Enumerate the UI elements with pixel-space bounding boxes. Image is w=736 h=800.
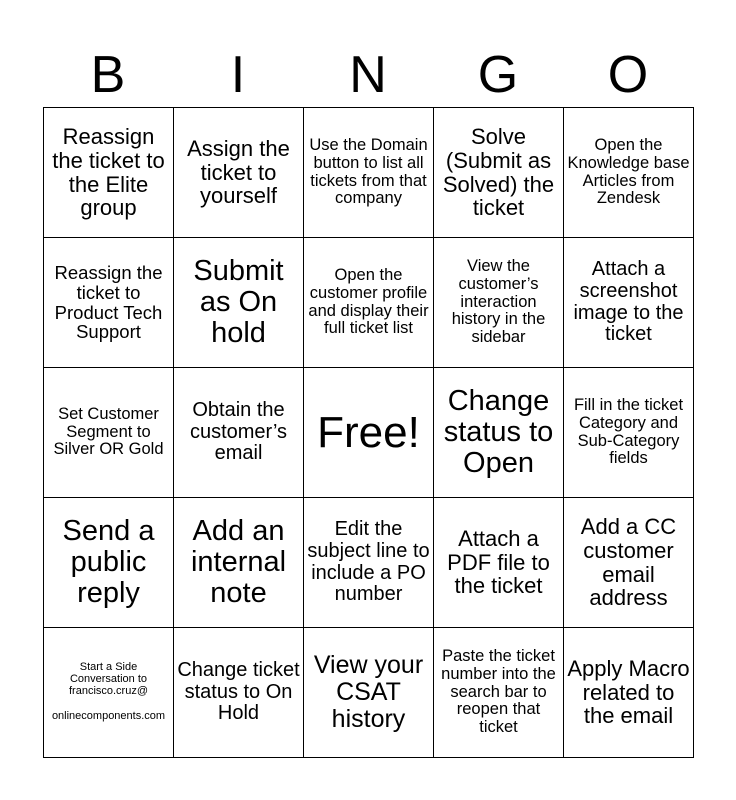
bingo-row	[44, 238, 694, 368]
bingo-cell[interactable]: Edit the subject line to include a PO number	[304, 498, 434, 628]
bingo-cell[interactable]: Open the Knowledge base Articles from Zendesk	[564, 108, 694, 238]
bingo-cell[interactable]: Add an internal note	[174, 498, 304, 628]
bingo-cell[interactable]: View your CSAT history	[304, 628, 434, 758]
bingo-header	[43, 44, 693, 106]
bingo-cell[interactable]: Paste the ticket number into the search bar to reopen that ticket	[434, 628, 564, 758]
bingo-cell[interactable]: Reassign the ticket to the Elite group	[44, 108, 174, 238]
bingo-cell[interactable]: Assign the ticket to yourself	[174, 108, 304, 238]
bingo-cell[interactable]: Change status to Open	[434, 368, 564, 498]
bingo-cell[interactable]: Open the customer profile and display their full ticket list	[304, 238, 434, 368]
bingo-cell[interactable]: Attach a PDF file to the ticket	[434, 498, 564, 628]
header-letter-n: N	[349, 46, 387, 104]
bingo-cell[interactable]: Apply Macro related to the email	[564, 628, 694, 758]
free-space-cell[interactable]: Free!	[304, 368, 434, 498]
bingo-cell[interactable]: Solve (Submit as Solved) the ticket	[434, 108, 564, 238]
bingo-row	[44, 498, 694, 628]
bingo-cell[interactable]: Use the Domain button to list all tickets from that company	[304, 108, 434, 238]
bingo-cell[interactable]: Add a CC customer email address	[564, 498, 694, 628]
bingo-cell[interactable]: Send a public reply	[44, 498, 174, 628]
bingo-card	[43, 107, 694, 758]
bingo-cell[interactable]: Reassign the ticket to Product Tech Support	[44, 238, 174, 368]
header-letter-b: B	[90, 46, 126, 104]
bingo-cell[interactable]: Submit as On hold	[174, 238, 304, 368]
side-conversation-line: Conversation to	[69, 673, 148, 686]
bingo-cell[interactable]: Obtain the customer’s email	[174, 368, 304, 498]
bingo-row	[44, 108, 694, 238]
side-conversation-cell[interactable]	[44, 628, 174, 758]
header-letter-i: I	[230, 46, 246, 104]
bingo-cell[interactable]: Attach a screenshot image to the ticket	[564, 238, 694, 368]
bingo-row	[44, 368, 694, 498]
bingo-cell[interactable]: Fill in the ticket Category and Sub-Category fields	[564, 368, 694, 498]
bingo-cell[interactable]: View the customer’s interaction history in the sidebar	[434, 238, 564, 368]
side-conversation-line: Start a Side	[79, 661, 138, 674]
header-letter-o: O	[607, 46, 649, 104]
header-letter-g: G	[477, 46, 519, 104]
bingo-row	[44, 628, 694, 758]
bingo-cell[interactable]: Change ticket status to On Hold	[174, 628, 304, 758]
bingo-cell[interactable]: Set Customer Segment to Silver OR Gold	[44, 368, 174, 498]
side-conversation-line: onlinecomponents.com	[51, 709, 166, 722]
side-conversation-line: francisco.cruz@	[68, 685, 149, 697]
